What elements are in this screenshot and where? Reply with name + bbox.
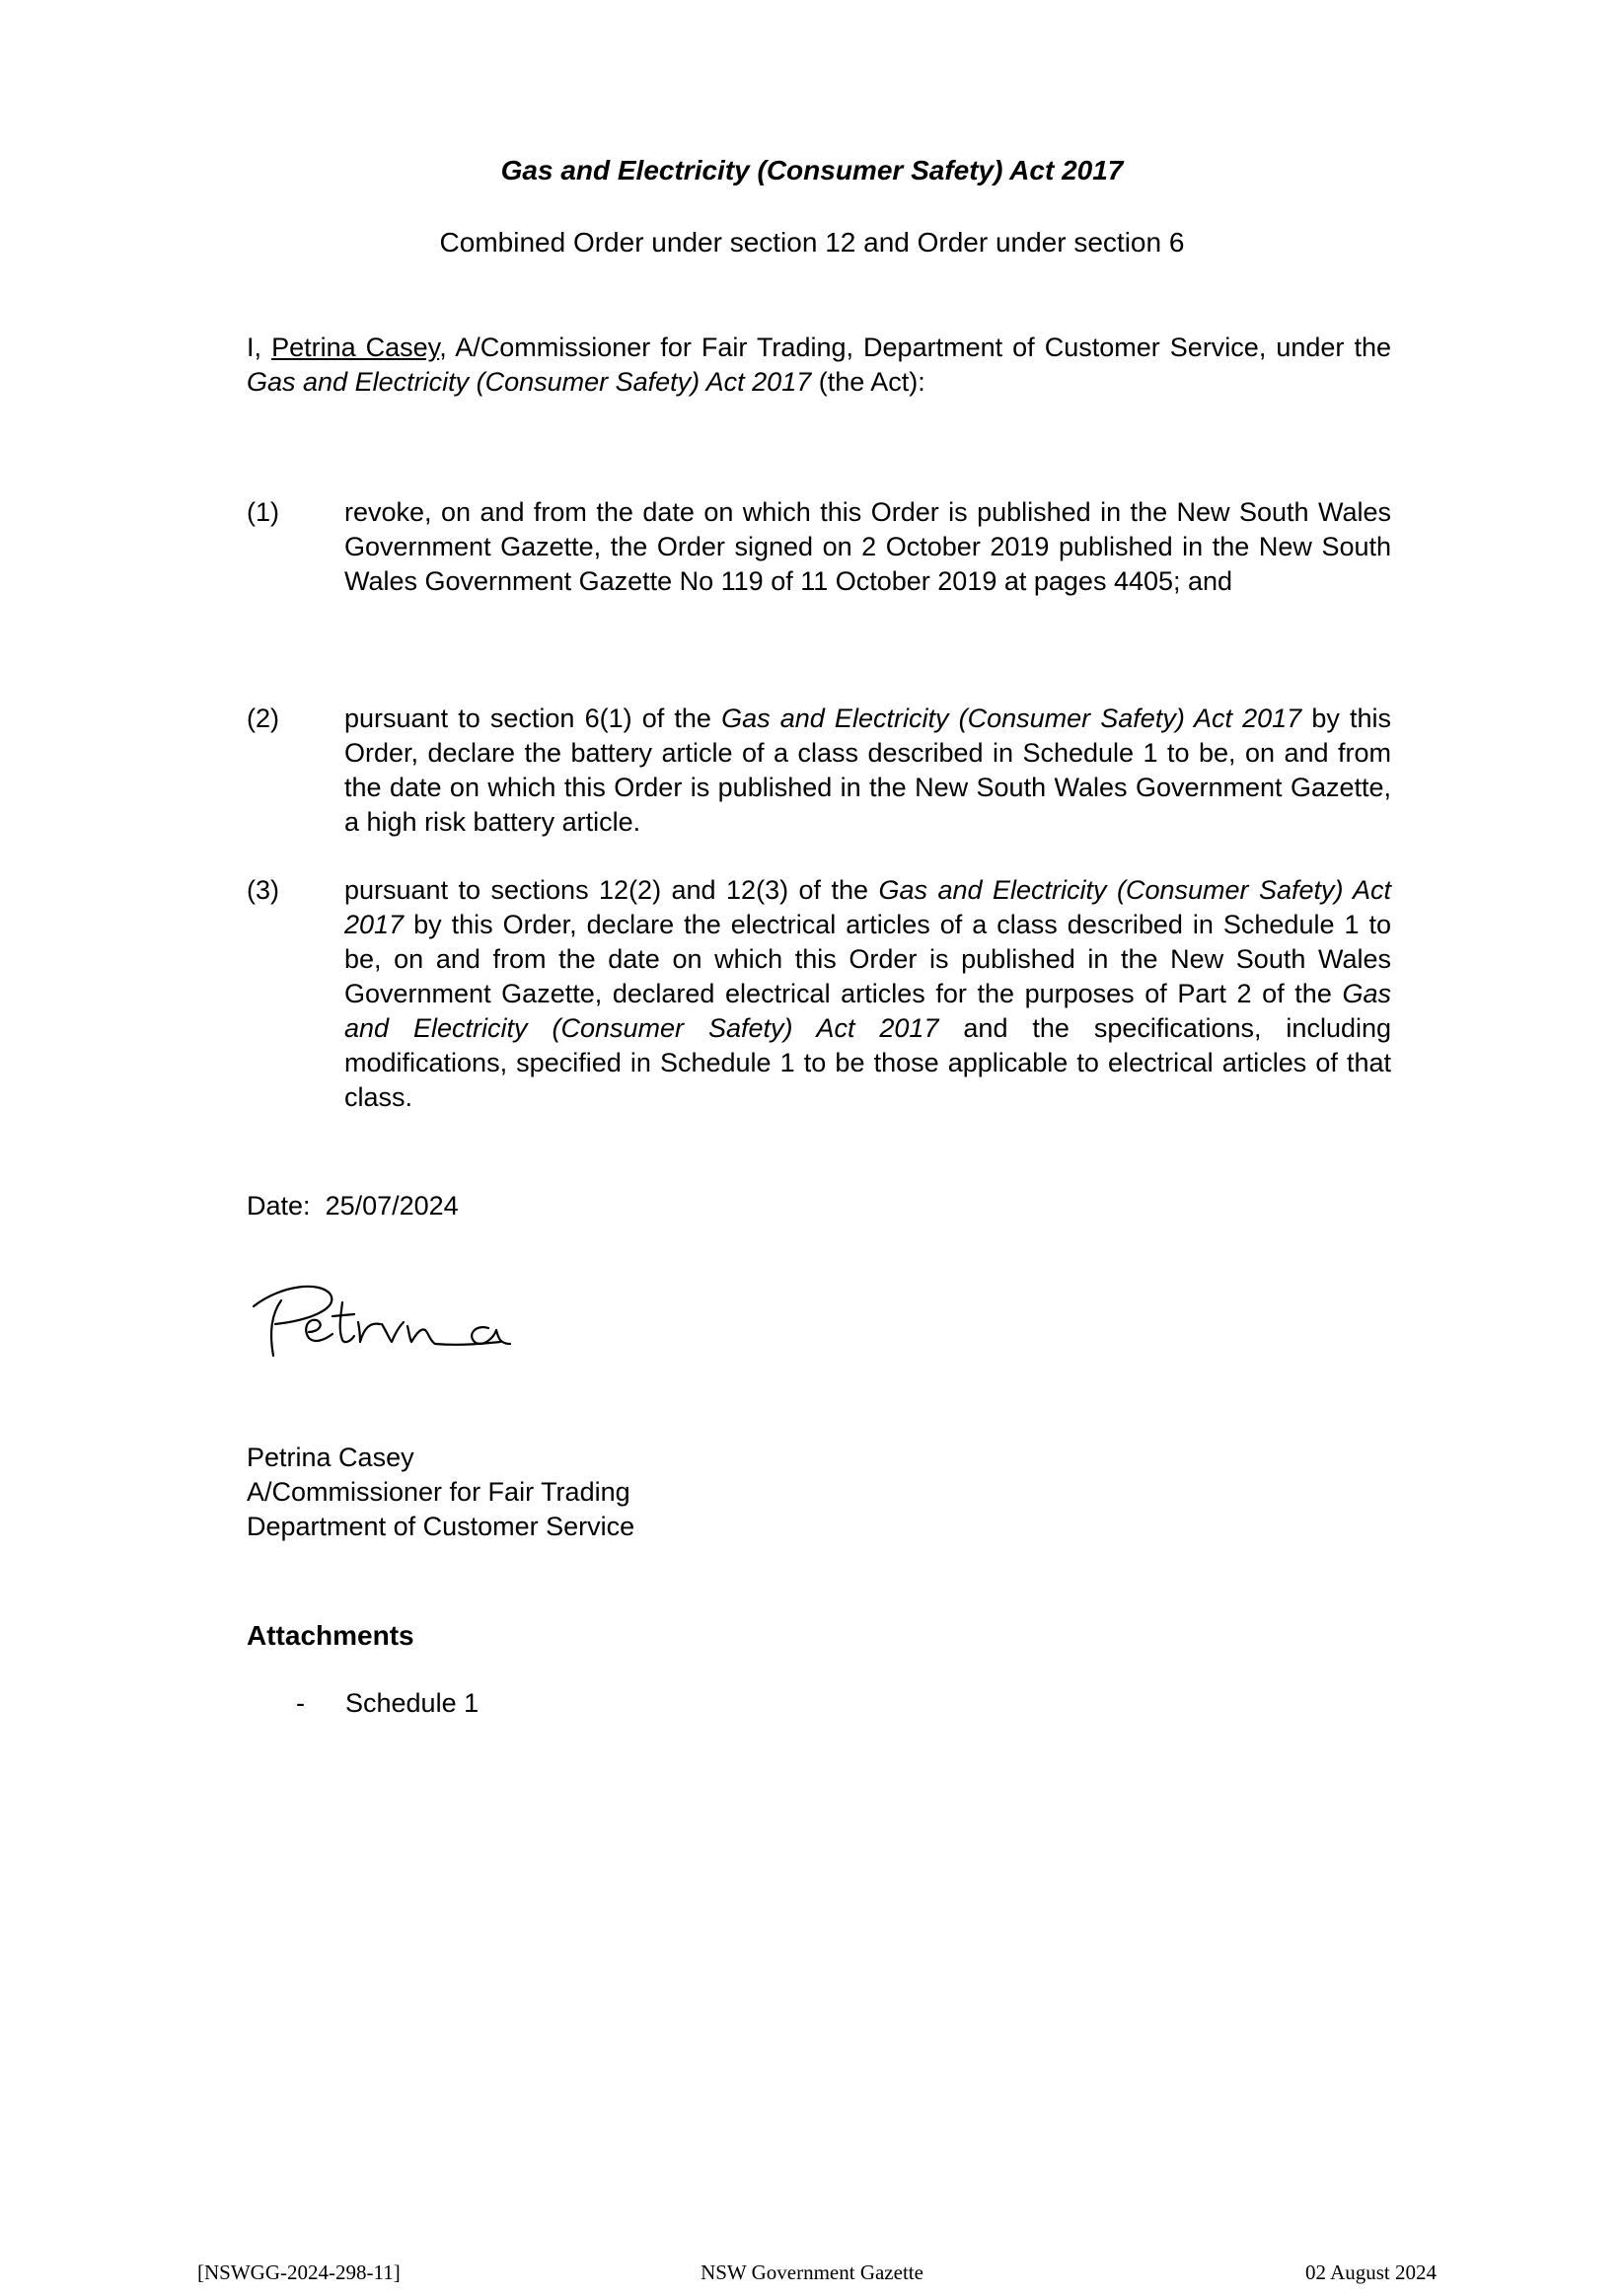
date-line (247, 1189, 459, 1223)
order-item-3 (247, 873, 1391, 1115)
item-act-title: Gas and Electricity (Consumer Safety) Act 2017 (344, 875, 1391, 939)
footer-date: 02 August 2024 (1304, 2260, 1437, 2284)
item-number: (2) (247, 704, 279, 733)
item-act-title: Gas and Electricity (Consumer Safety) Act 2017 (344, 979, 1391, 1043)
item-text-part: by this Order, declare the electrical articles of a class described in Schedule 1 to be, on and from the date on which this Order is published in the New South Wales Government Gazette, declared electrical articles for the purposes of Part 2 of the (344, 910, 1391, 1008)
intro-post: (the Act): (811, 367, 925, 397)
attachments-heading: Attachments (247, 1620, 414, 1651)
item-text-part: by this Order, declare the battery article of a class described in Schedule 1 to be, on and from the date on which this Order is published in the New South Wales Government Gazette, a high risk battery article. (344, 704, 1391, 837)
item-number: (3) (247, 875, 279, 905)
order-item-1 (247, 495, 1391, 599)
footer-publication: NSW Government Gazette (701, 2260, 923, 2284)
order-item-2 (247, 702, 1391, 840)
attachment-label: Schedule 1 (345, 1688, 480, 1718)
item-number: (1) (247, 497, 279, 527)
intro-paragraph (247, 331, 1391, 400)
item-text: revoke, on and from the date on which this Order is published in the New South Wales Government Gazette, the Order signed on 2 October 2019 published in the New South Wales Government Gazette No 119 of 11 October 2019 at pages 4405; and (344, 497, 1391, 596)
intro-pre: I, (247, 333, 272, 362)
act-title: Gas and Electricity (Consumer Safety) Act 2017 (500, 155, 1124, 185)
signer-block (247, 1441, 634, 1544)
list-dash: - (296, 1688, 305, 1718)
signature-image (252, 1273, 548, 1371)
date-label: Date: (247, 1191, 311, 1221)
intro-act: Gas and Electricity (Consumer Safety) Act 2017 (247, 367, 812, 397)
item-text (344, 702, 1391, 840)
order-subtitle: Combined Order under section 12 and Order under section 6 (439, 227, 1185, 258)
footer-reference: [NSWGG-2024-298-11] (197, 2260, 401, 2284)
item-text-part: and the specifications, including modifications, specified in Schedule 1 to be those applicable to electrical articles of that class. (344, 1013, 1392, 1112)
attachment-item (296, 1686, 479, 1721)
intro-mid: , A/Commissioner for Fair Trading, Department of Customer Service, under the (439, 333, 1392, 362)
signer-name: Petrina Casey (247, 1443, 414, 1472)
signer-department: Department of Customer Service (247, 1512, 635, 1541)
handwritten-signature (252, 1273, 548, 1376)
signer-role: A/Commissioner for Fair Trading (247, 1477, 630, 1507)
item-text (344, 873, 1391, 1115)
item-text-part: pursuant to sections 12(2) and 12(3) of the (344, 875, 879, 905)
date-value: 25/07/2024 (325, 1191, 459, 1221)
item-text-part: pursuant to section 6(1) of the (344, 704, 722, 733)
item-act-title: Gas and Electricity (Consumer Safety) Act 2017 (721, 704, 1302, 733)
commissioner-name: Petrina Casey (271, 333, 440, 362)
